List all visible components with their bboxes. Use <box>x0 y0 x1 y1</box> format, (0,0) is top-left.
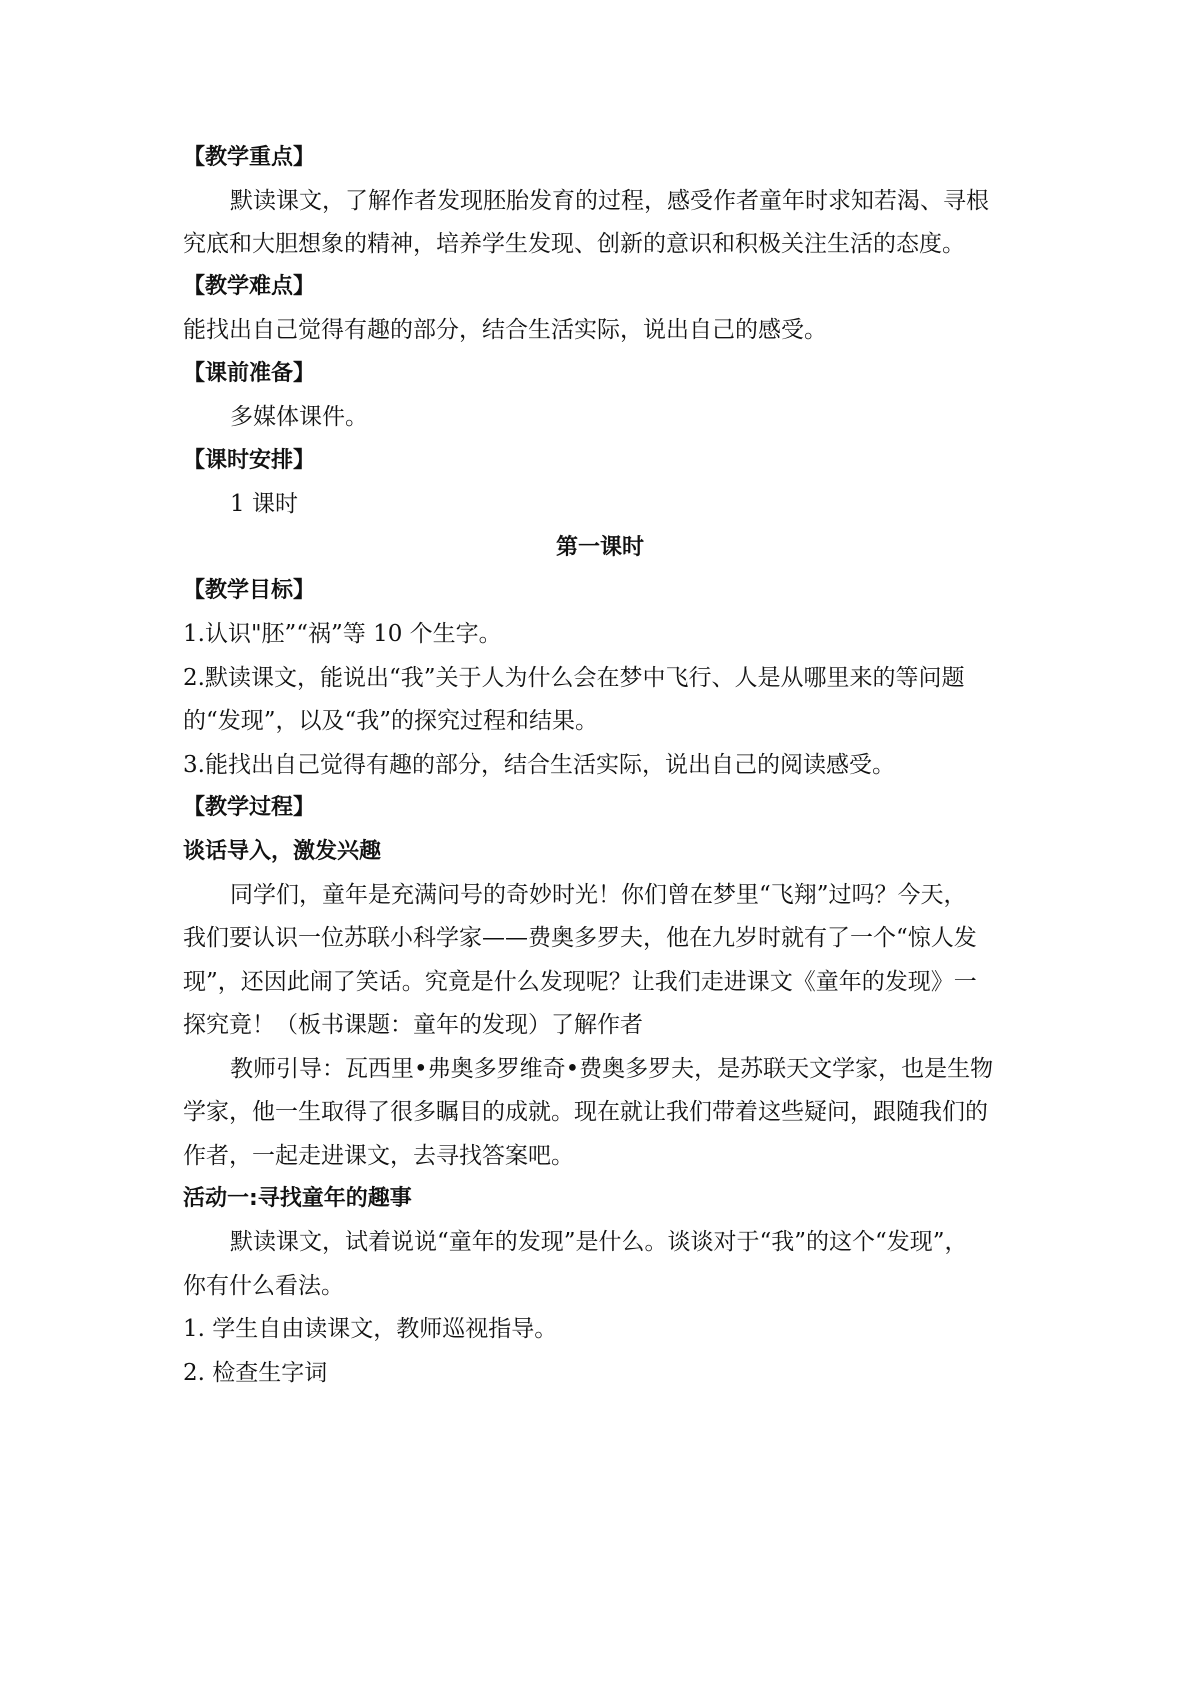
key-points-heading: 【教学重点】 <box>183 145 316 170</box>
intro-paragraph-2-line-3: 作者，一起走进课文，去寻找答案吧。 <box>183 1143 574 1169</box>
intro-paragraph-1-line-3: 现”，还因此闹了笑话。究竟是什么发现呢？让我们走进课文《童年的发现》一 <box>183 969 977 995</box>
lesson-title: 第一课时 <box>555 535 644 560</box>
key-points-line-2: 究底和大胆想象的精神，培养学生发现、创新的意识和积极关注生活的态度。 <box>183 231 965 257</box>
intro-paragraph-2-line-2: 学家，他一生取得了很多瞩目的成就。现在就让我们带着这些疑问，跟随我们的 <box>183 1099 988 1125</box>
objective-item-2-line-2: 的“发现”，以及“我”的探究过程和结果。 <box>183 708 599 734</box>
activity-1-paragraph-line-2: 你有什么看法。 <box>183 1273 344 1299</box>
difficulties-heading: 【教学难点】 <box>183 274 316 299</box>
schedule-line-1: 1 课时 <box>230 491 298 517</box>
difficulties-line-1: 能找出自己觉得有趣的部分，结合生活实际，说出自己的感受。 <box>183 317 827 343</box>
preparation-line-1: 多媒体课件。 <box>230 404 368 430</box>
schedule-heading: 【课时安排】 <box>183 448 316 473</box>
objectives-heading: 【教学目标】 <box>183 578 316 603</box>
intro-paragraph-2-line-1: 教师引导：瓦西里•弗奥多罗维奇•费奥多罗夫，是苏联天文学家，也是生物 <box>230 1056 994 1082</box>
intro-paragraph-1-line-2: 我们要认识一位苏联小科学家——费奥多罗夫，他在九岁时就有了一个“惊人发 <box>183 925 977 951</box>
key-points-line-1: 默读课文，了解作者发现胚胎发育的过程，感受作者童年时求知若渴、寻根 <box>230 188 989 214</box>
activity-1-step-2: 2. 检查生字词 <box>183 1360 328 1386</box>
activity-1-paragraph-line-1: 默读课文，试着说说“童年的发现”是什么。谈谈对于“我”的这个“发现”， <box>230 1229 968 1255</box>
intro-heading: 谈话导入，激发兴趣 <box>183 839 382 864</box>
intro-paragraph-1-line-4: 探究竟！（板书课题：童年的发现）了解作者 <box>183 1012 643 1038</box>
preparation-heading: 【课前准备】 <box>183 361 316 386</box>
objective-item-3: 3.能找出自己觉得有趣的部分，结合生活实际，说出自己的阅读感受。 <box>183 752 895 778</box>
activity-1-heading: 活动一:寻找童年的趣事 <box>183 1186 412 1211</box>
intro-paragraph-1-line-1: 同学们，童年是充满问号的奇妙时光！你们曾在梦里“飞翔”过吗？今天， <box>230 882 967 908</box>
objective-item-1: 1.认识"胚”“祸”等 10 个生字。 <box>183 621 502 647</box>
process-heading: 【教学过程】 <box>183 795 316 820</box>
activity-1-step-1: 1. 学生自由读课文，教师巡视指导。 <box>183 1316 558 1342</box>
objective-item-2-line-1: 2.默读课文，能说出“我”关于人为什么会在梦中飞行、人是从哪里来的等问题 <box>183 665 965 691</box>
